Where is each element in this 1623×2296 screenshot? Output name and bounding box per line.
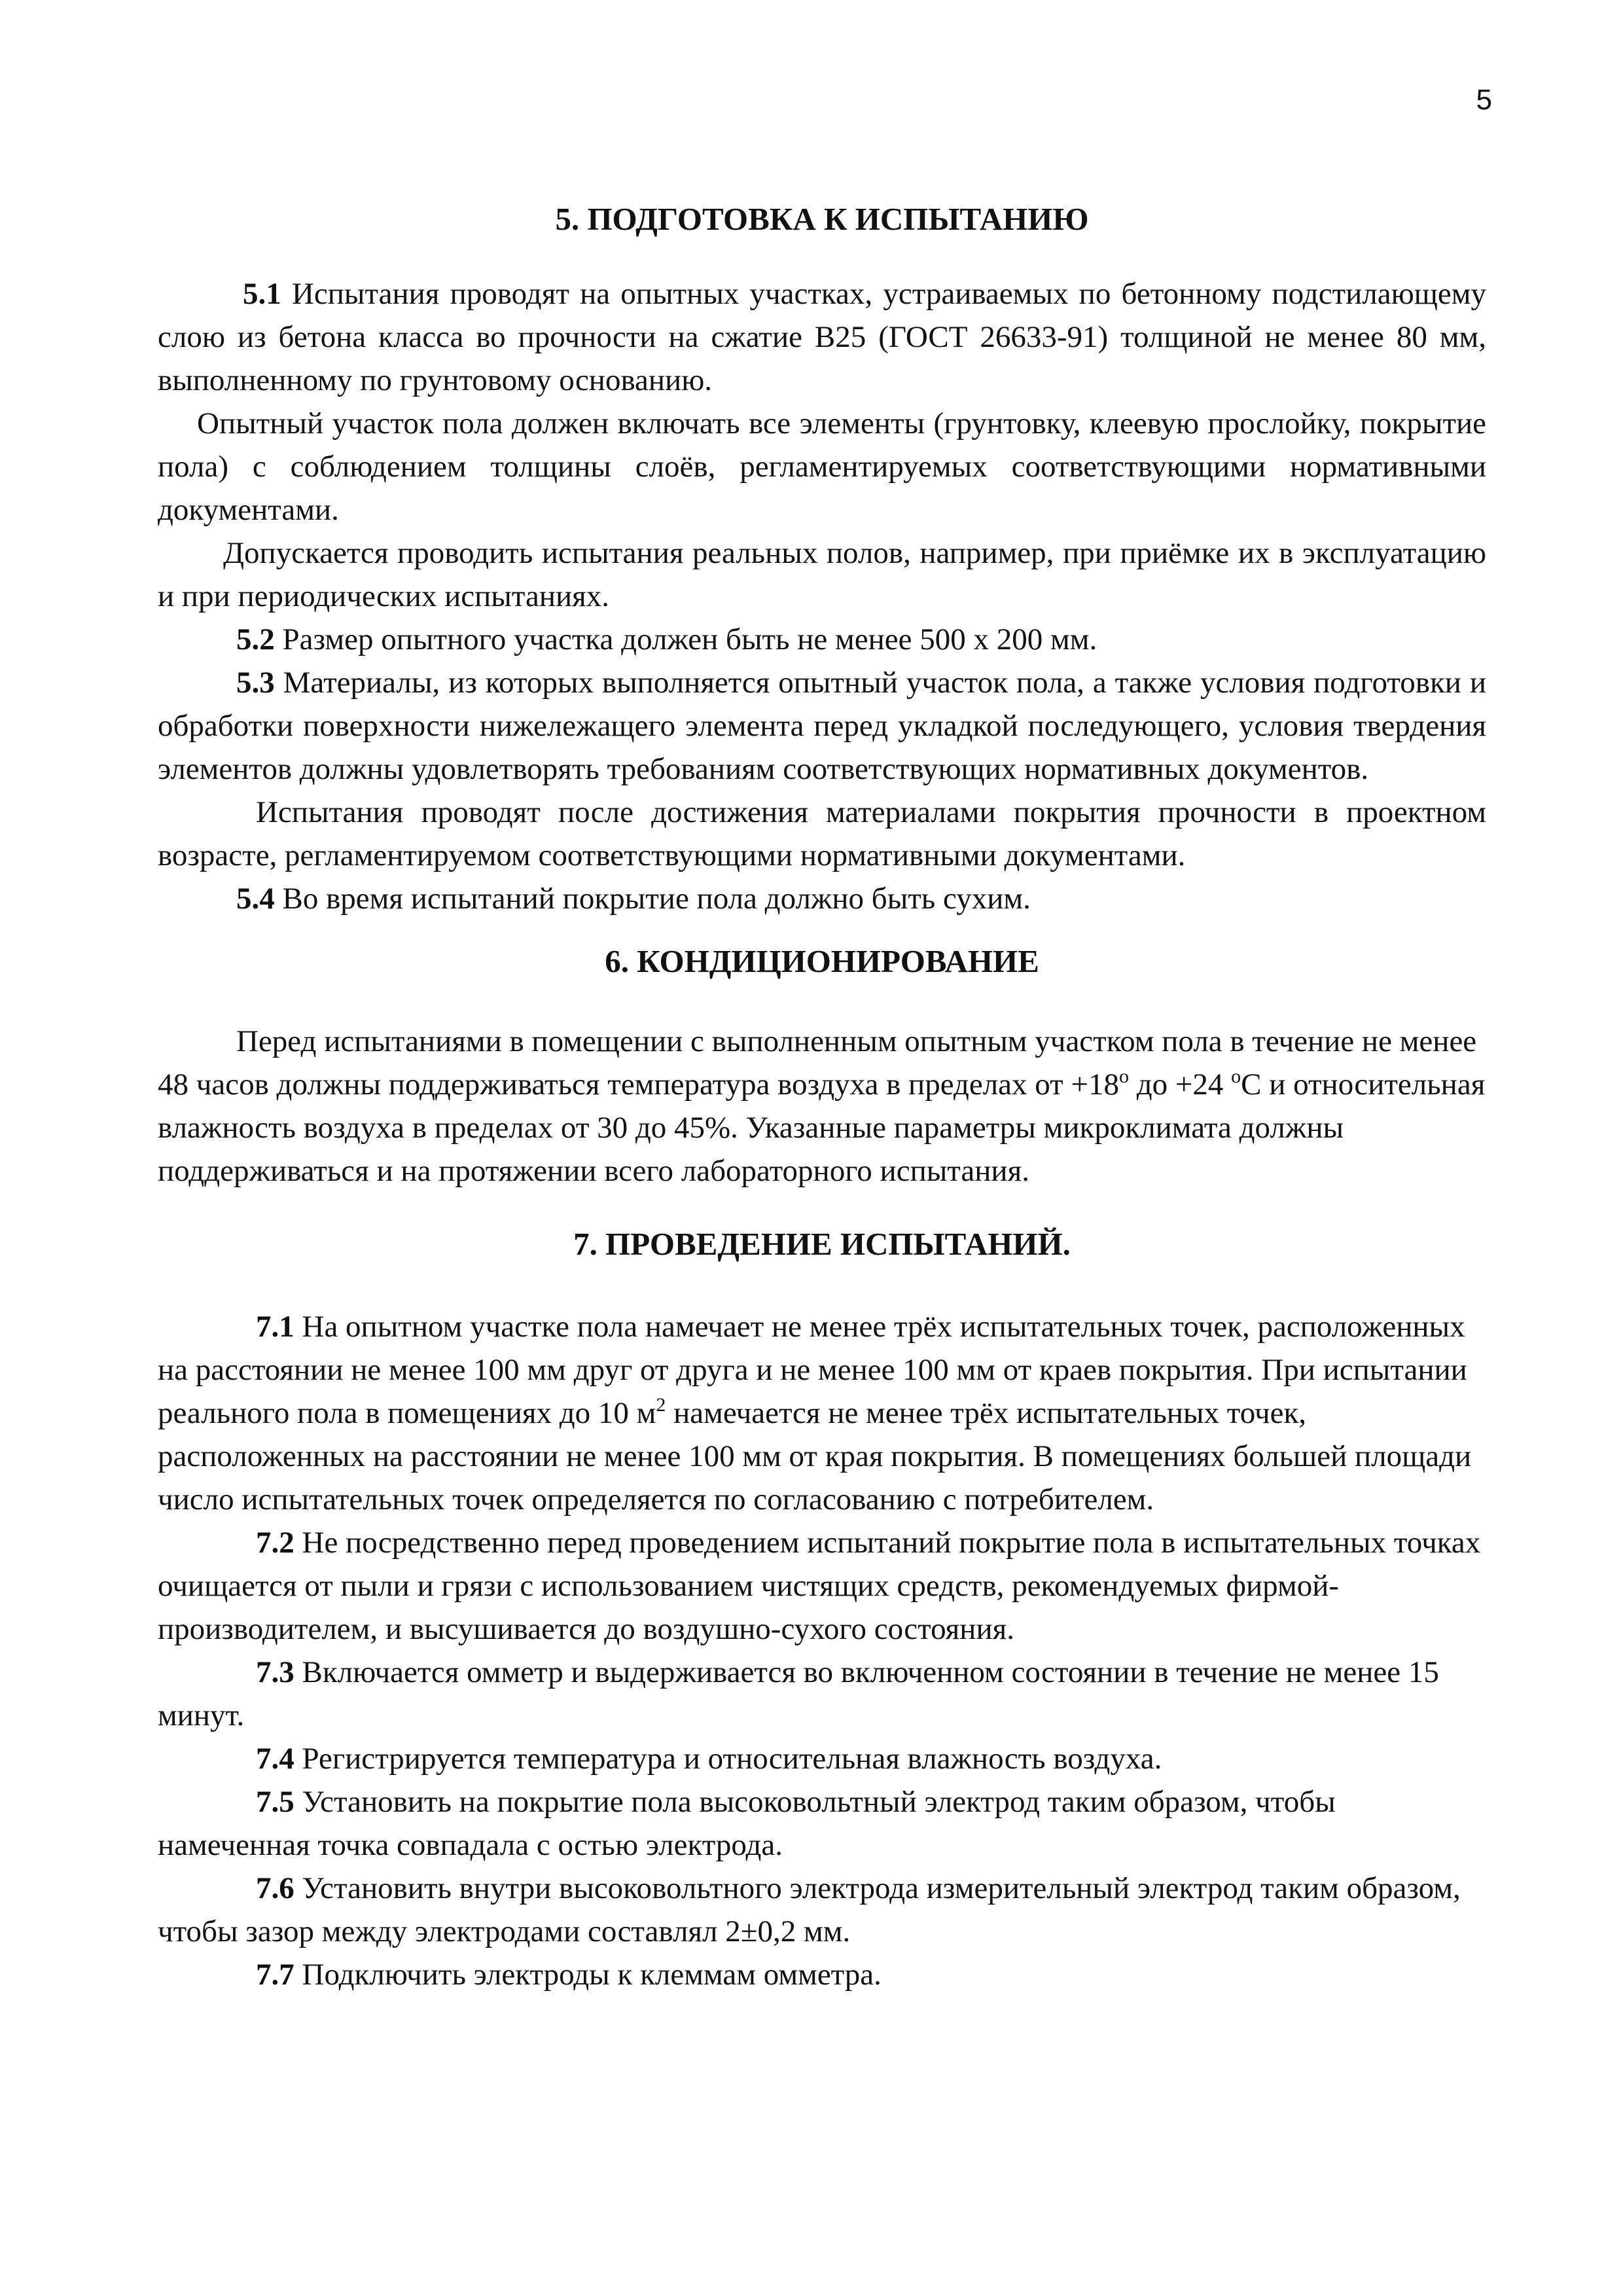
paragraph-7-6-text: Установить внутри высоковольтного электрода измерительный электрод таким образом, чтобы зазор между электродами составлял 2±0,2 мм. (158, 1871, 1461, 1948)
paragraph-7-4-text: Регистрируется температура и относительная влажность воздуха. (294, 1742, 1162, 1776)
paragraph-7-7 (158, 1953, 1486, 1996)
paragraph-5-3-text: Материалы, из которых выполняется опытный участок пола, а также условия подготовки и обработки поверхности нижележащего элемента перед укладкой последующего, условия твердения элементов должны удовлетворять требованиям соответствующих нормативных документов. (158, 666, 1486, 786)
area-superscript: 2 (656, 1394, 666, 1416)
paragraph-7-5-text: Установить на покрытие пола высоковольтный электрод таким образом, чтобы намеченная точка совпадала с остью электрода. (158, 1785, 1336, 1862)
paragraph-7-1-text-a: На опытном участке пола намечает не менее трёх испытательных точек, расположенных на расстоянии не менее 100 мм друг от друга и не менее 100 мм от краев покрытия. При испытании реального пола в помещениях до 10 м (158, 1310, 1467, 1430)
paragraph-5-4 (158, 877, 1486, 920)
section-5-preparation (158, 196, 1486, 920)
clause-number-5-2: 5.2 (236, 622, 275, 656)
paragraph-7-2 (158, 1521, 1486, 1651)
clause-number-5-4: 5.4 (236, 882, 275, 916)
paragraph-7-1-text-b: намечается не менее трёх испытательных точек, расположенных на расстоянии не менее 100 мм от края покрытия. В помещениях большей площади число испытательных точек определяется по согласованию с потребителем. (158, 1396, 1472, 1516)
paragraph-7-4 (158, 1737, 1486, 1780)
clause-number-7-3: 7.3 (256, 1655, 294, 1689)
clause-number-7-1: 7.1 (256, 1310, 294, 1344)
paragraph-5-2-text: Размер опытного участка должен быть не менее 500 х 200 мм. (274, 622, 1097, 656)
paragraph-7-6 (158, 1867, 1486, 1953)
paragraph-5-2 (158, 618, 1486, 661)
section-7-title: 7. ПРОВЕДЕНИЕ ИСПЫТАНИЙ. (573, 1226, 1071, 1262)
clause-number-7-6: 7.6 (256, 1871, 294, 1905)
degree-superscript-2: о (1231, 1066, 1241, 1087)
paragraph-7-7-text: Подключить электроды к клеммам омметра. (294, 1958, 882, 1992)
paragraph-7-2-text: Не посредственно перед проведением испытаний покрытие пола в испытательных точках очищается от пыли и грязи с использованием чистящих средств, рекомендуемых фирмой-производителем, и высушивается до воздушно-сухого состояния. (158, 1526, 1481, 1646)
document-body (158, 196, 1486, 1996)
paragraph-5-1-continued-2: Допускается проводить испытания реальных полов, например, при приёмке их в эксплуатацию и при периодических испытаниях. (158, 536, 1486, 613)
clause-number-7-5: 7.5 (256, 1785, 294, 1819)
paragraph-7-1 (158, 1305, 1486, 1521)
paragraph-6-1-text-a: Перед испытаниями в помещении с выполненным опытным участком пола в течение не менее 48 часов должны поддерживаться температура воздуха в пределах от +18 (158, 1024, 1477, 1102)
paragraph-6-1 (158, 1020, 1486, 1193)
section-6-title: 6. КОНДИЦИОНИРОВАНИЕ (605, 943, 1039, 979)
clause-number-7-7: 7.7 (256, 1958, 294, 1992)
paragraph-5-3 (158, 661, 1486, 791)
clause-number-5-3: 5.3 (236, 666, 275, 700)
clause-number-5-1: 5.1 (243, 277, 281, 311)
paragraph-7-3 (158, 1651, 1486, 1737)
section-7-testing (158, 1221, 1486, 1996)
paragraph-5-1-text: Испытания проводят на опытных участках, устраиваемых по бетонному подстилающему слою из бетона класса во прочности на сжатие В25 (ГОСТ 26633-91) толщиной не менее 80 мм, выполненному по грунтовому основанию. (158, 277, 1486, 397)
paragraph-7-5 (158, 1780, 1486, 1867)
degree-superscript-1: о (1118, 1066, 1129, 1087)
section-6-conditioning (158, 939, 1486, 1193)
clause-number-7-2: 7.2 (256, 1526, 294, 1560)
paragraph-5-1-continued-1: Опытный участок пола должен включать все элементы (грунтовку, клеевую прослойку, покрытие пола) с соблюдением толщины слоёв, регламентируемых соответствующими нормативными документами. (158, 406, 1486, 527)
paragraph-7-3-text: Включается омметр и выдерживается во включенном состоянии в течение не менее 15 минут. (158, 1655, 1439, 1732)
paragraph-5-4-text: Во время испытаний покрытие пола должно быть сухим. (274, 882, 1031, 916)
paragraph-5-1 (158, 272, 1486, 402)
clause-number-7-4: 7.4 (256, 1742, 294, 1776)
page-number: 5 (1476, 84, 1492, 116)
paragraph-5-3-continued: Испытания проводят после достижения материалами покрытия прочности в проектном возрасте, регламентируемом соответствующими нормативными документами. (158, 795, 1486, 872)
section-5-title: 5. ПОДГОТОВКА К ИСПЫТАНИЮ (555, 201, 1089, 237)
paragraph-6-1-text-c: С и относительная влажность воздуха в пределах от 30 до 45%. Указанные параметры микроклимата должны поддерживаться и на протяжении всего лабораторного испытания. (158, 1067, 1486, 1188)
paragraph-6-1-text-b: до +24 (1128, 1067, 1232, 1102)
